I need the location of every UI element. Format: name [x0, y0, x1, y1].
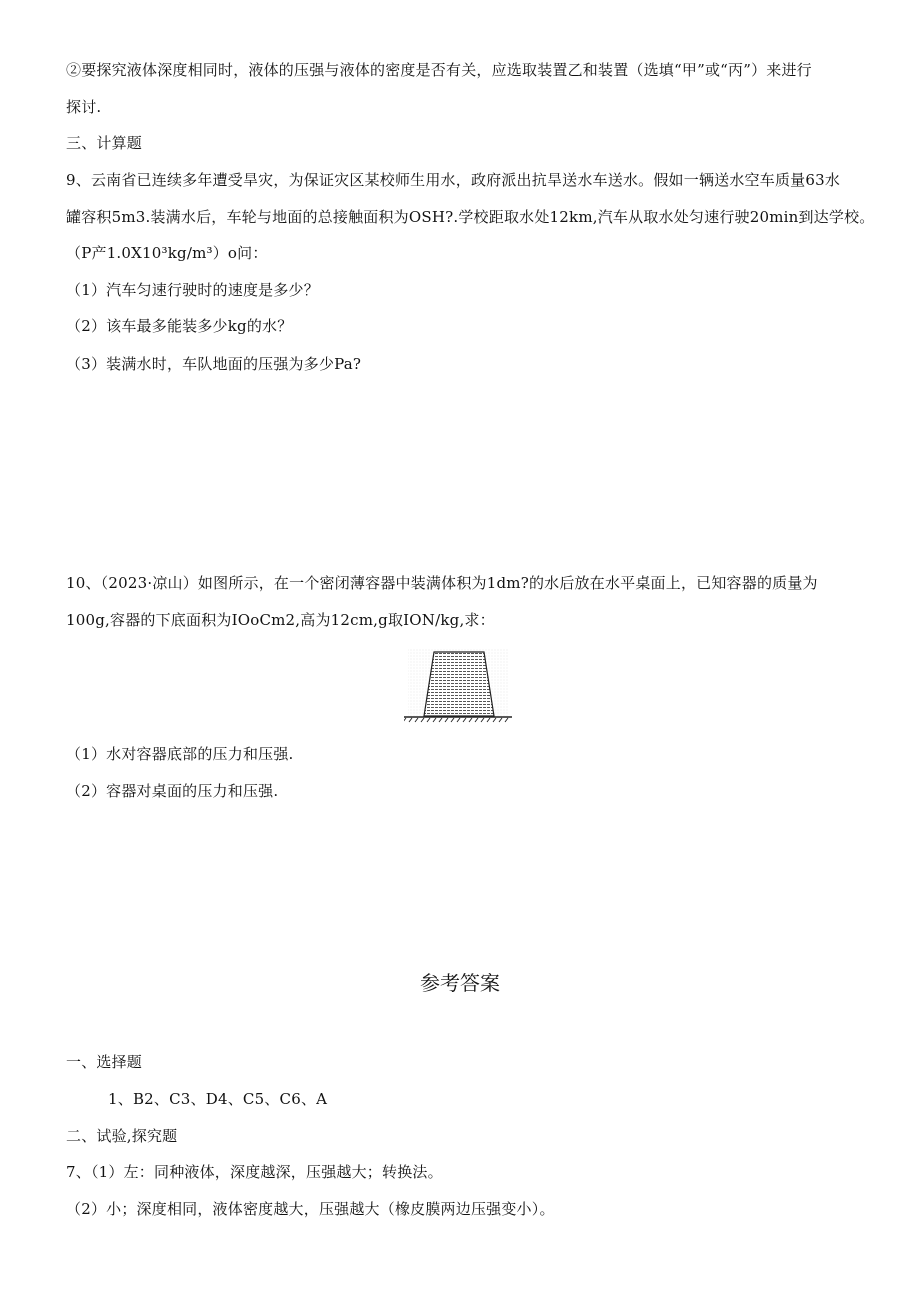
text-line: 100g,容器的下底面积为IOoCm2,高为12cm,g取ION∕kg,求： — [66, 611, 495, 629]
text-line: 探讨. — [66, 98, 102, 116]
question-10: 10、（2023·凉山）如图所示，在一个密闭薄容器中装满体积为1dm?的水后放在水平桌面上，已知容器的质量为 — [66, 574, 818, 592]
choice-answers: 1、B2、C3、D4、C5、C6、A — [108, 1090, 328, 1108]
section-heading: 二、试验,探究题 — [66, 1127, 178, 1145]
section-heading: 一、选择题 — [66, 1053, 143, 1071]
sub-question: （2）容器对桌面的压力和压强. — [66, 782, 279, 800]
answer-7-2: （2）小；深度相同，液体密度越大，压强越大（橡皮膜两边压强变小）。 — [66, 1200, 555, 1218]
answer-7-1: 7、（1）左：同种液体，深度越深，压强越大；转换法。 — [66, 1163, 443, 1181]
answers-title: 参考答案 — [420, 971, 500, 995]
text-line: 罐容积5m3.装满水后，车轮与地面的总接触面积为OSH?.学校距取水处12km,汽车从取水处匀速行驶20min到达学校。 — [66, 208, 875, 226]
sub-question: （3）装满水时，车队地面的压强为多少Pa? — [66, 355, 362, 373]
section-heading: 三、计算题 — [66, 134, 143, 152]
text-line: （P产1.0X10³kg∕m³）o问： — [66, 244, 268, 262]
question-9: 9、云南省已连续多年遭受旱灾，为保证灾区某校师生用水，政府派出抗旱送水车送水。假如一辆送水空车质量63水 — [66, 171, 841, 189]
container-figure — [404, 646, 512, 726]
sub-question: （1）汽车匀速行驶时的速度是多少？ — [66, 281, 319, 299]
sub-question: （2）该车最多能装多少kg的水？ — [66, 317, 293, 335]
table-hatching — [404, 718, 508, 722]
sub-question: （1）水对容器底部的压力和压强. — [66, 745, 294, 763]
container-body — [424, 652, 494, 716]
text-line: ②要探究液体深度相同时，液体的压强与液体的密度是否有关，应选取装置乙和装置（选填“甲”或“丙”）来进行 — [66, 61, 812, 79]
